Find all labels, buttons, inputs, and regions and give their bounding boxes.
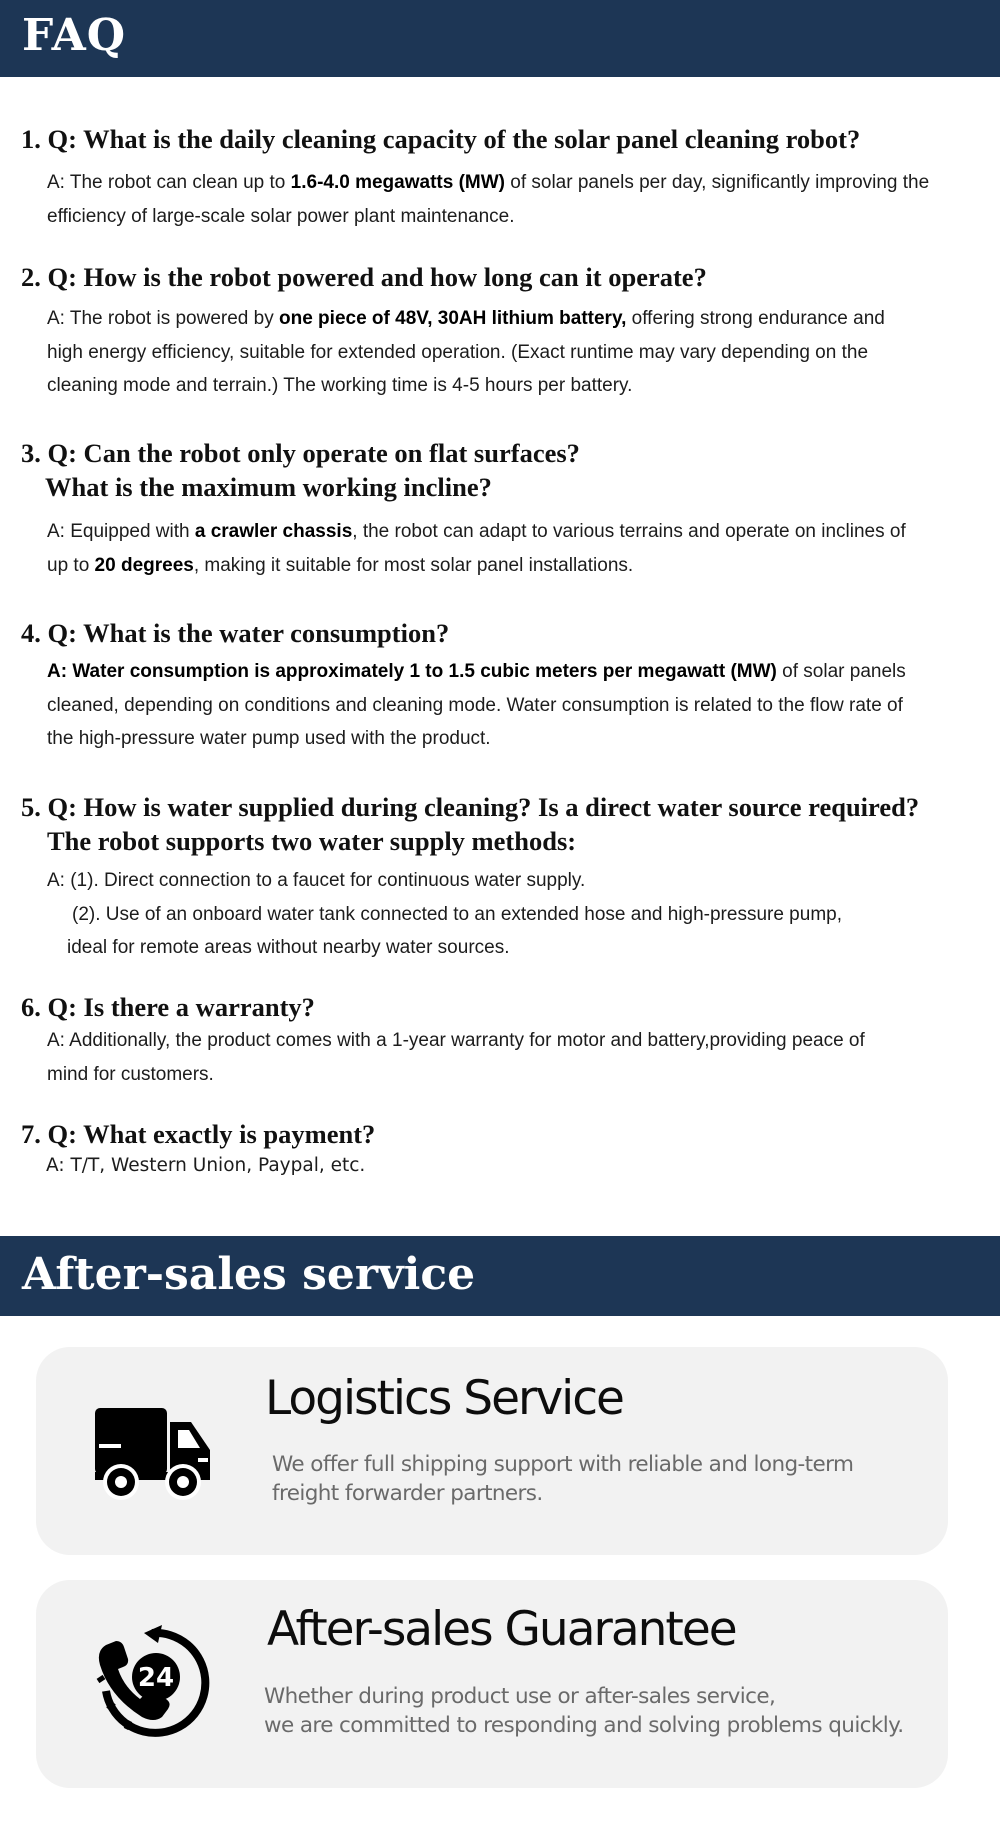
faq-heading: FAQ: [22, 10, 127, 61]
logistics-service-title: Logistics Service: [265, 1371, 623, 1426]
faq-answer-1: A: The robot can clean up to 1.6-4.0 megawatts (MW) of solar panels per day, significantly improving the efficiency of large-scale solar power plant maintenance.: [47, 172, 930, 227]
faq-question-7: 7. Q: What exactly is payment?: [21, 1119, 376, 1149]
logistics-service-text: We offer full shipping support with reliable and long-term freight forwarder partners.: [272, 1452, 854, 1506]
after-sales-header-band: [0, 1236, 1000, 1316]
faq-answer-3: A: Equipped with a crawler chassis, the robot can adapt to various terrains and operate on inclines of up to 20 degrees, making it suitable for most solar panel installations.: [47, 521, 906, 576]
faq-answer-2: A: The robot is powered by one piece of 48V, 30AH lithium battery, offering strong endurance and high energy efficiency, suitable for extended operation. (Exact runtime may vary depending on the cleaning mode and terrain.) The working time is 4-5 hours per battery.: [47, 308, 885, 396]
faq-question-6: 6. Q: Is there a warranty?: [21, 992, 315, 1022]
after-sales-guarantee-title: After-sales Guarantee: [267, 1602, 736, 1657]
faq-question-5: 5. Q: How is water supplied during cleaning? Is a direct water source required? The robot supports two water supply methods:: [21, 792, 920, 856]
faq-answer-7: A: T/T, Western Union, Paypal, etc.: [46, 1155, 366, 1176]
faq-question-2: 2. Q: How is the robot powered and how long can it operate?: [21, 262, 707, 292]
faq-answer-6: A: Additionally, the product comes with a 1-year warranty for motor and battery,providing peace of mind for customers.: [47, 1030, 865, 1085]
after-sales-heading: After-sales service: [22, 1249, 476, 1300]
faq-header-band: [0, 0, 1000, 77]
24-hour-badge-text: 24: [137, 1663, 175, 1693]
logistics-service-card: [36, 1347, 948, 1555]
faq-question-4: 4. Q: What is the water consumption?: [21, 618, 450, 648]
faq-answer-5: A: (1). Direct connection to a faucet for continuous water supply. (2). Use of an onboard water tank connected to an extended hose and high-pressure pump, ideal for remote areas without nearby water sources.: [47, 870, 842, 958]
24-hour-phone-icon: [92, 1625, 210, 1741]
after-sales-guarantee-card: [36, 1580, 948, 1788]
faq-question-1: 1. Q: What is the daily cleaning capacity of the solar panel cleaning robot?: [21, 124, 861, 154]
after-sales-guarantee-text: Whether during product use or after-sales service, we are committed to responding and solving problems quickly.: [264, 1684, 904, 1738]
truck-icon: [94, 1406, 212, 1502]
faq-question-3: 3. Q: Can the robot only operate on flat surfaces? What is the maximum working incline?: [21, 438, 580, 502]
faq-answer-4: A: Water consumption is approximately 1 to 1.5 cubic meters per megawatt (MW) of solar panels cleaned, depending on conditions and cleaning mode. Water consumption is related to the flow rate of the high-pressure water pump used with the product.: [47, 661, 906, 749]
